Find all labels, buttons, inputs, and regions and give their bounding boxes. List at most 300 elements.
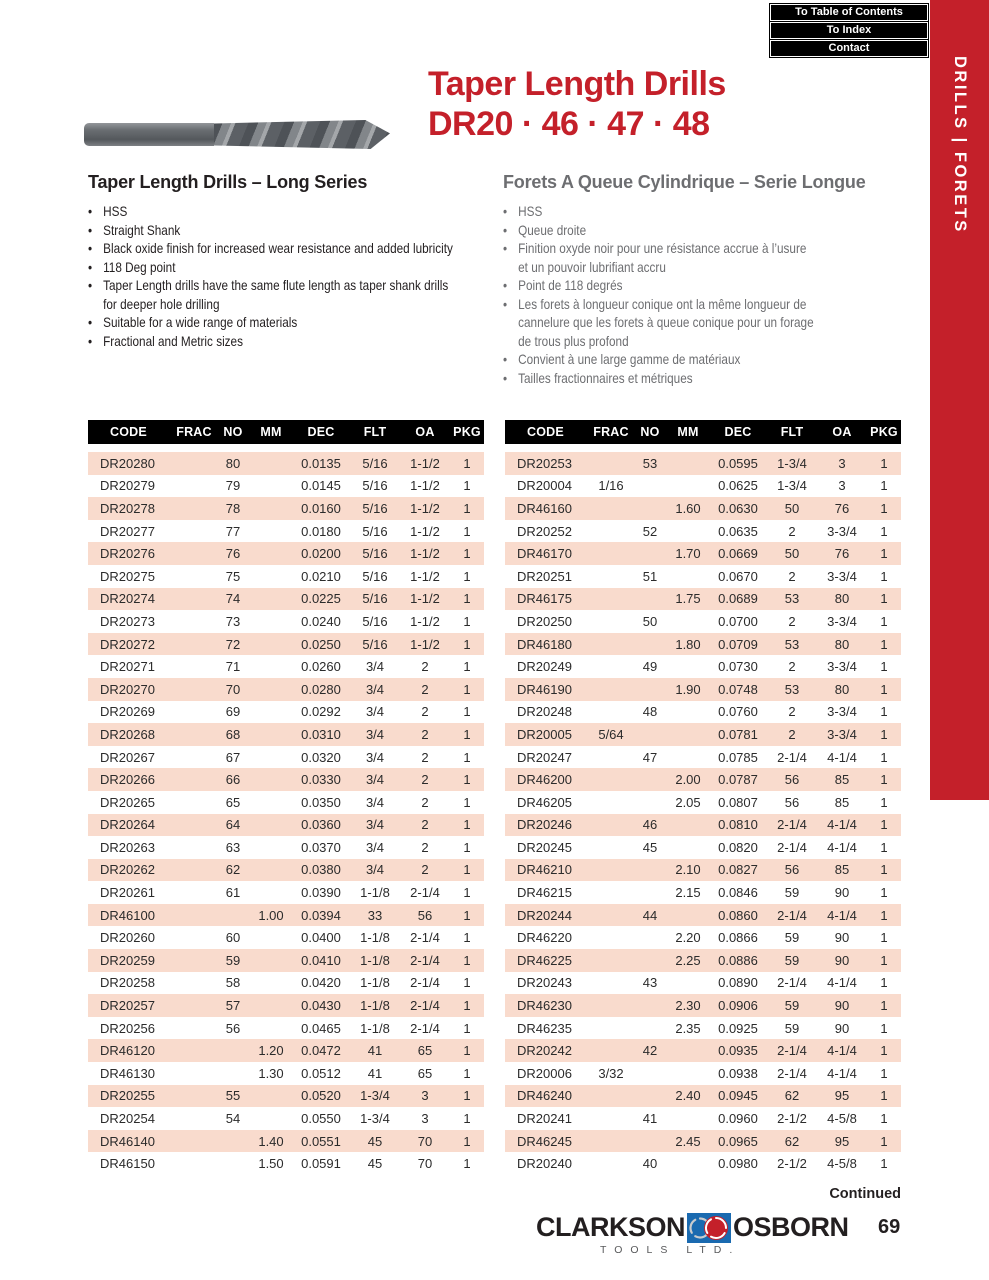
bullet-item — [88, 276, 501, 295]
table-cell: 1 — [880, 659, 888, 675]
table-row — [88, 520, 484, 543]
table-cell: 0.0240 — [301, 613, 341, 629]
table-cell: 1 — [880, 681, 888, 697]
bullet-dot: • — [503, 277, 508, 293]
table-row — [505, 746, 901, 769]
table-cell: 1-3/4 — [777, 478, 807, 494]
table-cell: 0.0360 — [301, 817, 341, 833]
table-cell: 42 — [642, 1043, 658, 1059]
table-cell: DR20258 — [100, 975, 155, 991]
table-cell: DR46200 — [517, 772, 572, 788]
table-cell: 0.0250 — [301, 636, 341, 652]
bullet-dot: • — [503, 221, 508, 238]
table-cell: 1 — [463, 839, 471, 855]
table-cell: 1 — [463, 591, 471, 607]
table-row — [505, 1152, 901, 1175]
bullet-text: 118 Deg point — [103, 258, 176, 275]
table-row — [505, 1039, 901, 1062]
table-cell: 76 — [225, 546, 241, 562]
table-row — [505, 859, 901, 882]
table-row — [505, 1130, 901, 1153]
table-cell: 65 — [417, 1065, 433, 1081]
table-row — [88, 610, 484, 633]
table-row — [88, 1130, 484, 1153]
table-cell: 1 — [463, 726, 471, 742]
table-cell: 2-1/4 — [777, 1065, 807, 1081]
table-cell: 3/4 — [365, 726, 385, 742]
table-cell: 5/16 — [362, 546, 388, 562]
bullet-item — [88, 258, 501, 277]
column-header-no: NO — [640, 425, 660, 439]
table-cell: 1-1/2 — [410, 478, 440, 494]
table-cell: 66 — [225, 772, 241, 788]
table-cell: 47 — [642, 749, 658, 765]
table-cell: 45 — [367, 1156, 383, 1172]
table-row — [88, 1085, 484, 1108]
table-cell: 1 — [880, 794, 888, 810]
page-title-line1: Taper Length Drills — [428, 65, 726, 103]
table-cell: 90 — [834, 998, 850, 1014]
nav-buttons — [770, 4, 928, 58]
table-cell: DR20263 — [100, 839, 155, 855]
table-cell: 56 — [784, 862, 800, 878]
table-cell: 59 — [225, 952, 241, 968]
table-cell: DR20278 — [100, 500, 155, 516]
column-header-flt: FLT — [363, 425, 387, 439]
table-row — [88, 994, 484, 1017]
table-cell: 0.0846 — [718, 885, 758, 901]
bullet-item — [503, 369, 916, 388]
table-row — [505, 1085, 901, 1108]
table-cell: 59 — [784, 952, 800, 968]
table-cell: 1 — [880, 1088, 888, 1104]
table-cell: 0.0669 — [718, 546, 758, 562]
table-cell: DR20275 — [100, 568, 155, 584]
table-row — [505, 926, 901, 949]
table-cell: 0.0472 — [301, 1043, 341, 1059]
table-row — [88, 791, 484, 814]
table-row — [505, 520, 901, 543]
table-cell: 1 — [463, 1020, 471, 1036]
table-cell: 2 — [788, 568, 796, 584]
table-cell: 0.0200 — [301, 546, 341, 562]
column-header-mm: MM — [260, 425, 282, 439]
table-cell: 90 — [834, 952, 850, 968]
table-cell: 67 — [225, 749, 241, 765]
table-cell: 3 — [838, 455, 846, 471]
table-cell: 1.70 — [675, 546, 701, 562]
contact-button[interactable]: Contact — [770, 40, 928, 57]
table-cell: 2.45 — [675, 1133, 701, 1149]
table-cell: DR20246 — [517, 817, 572, 833]
table-cell: 3/4 — [365, 772, 385, 788]
table-cell: DR20245 — [517, 839, 572, 855]
table-cell: 4-1/4 — [827, 975, 857, 991]
table-cell: DR46215 — [517, 885, 572, 901]
table-cell: 0.0400 — [301, 930, 341, 946]
column-header-flt: FLT — [780, 425, 804, 439]
features-french-list — [503, 202, 916, 387]
table-cell: 1 — [463, 772, 471, 788]
table-row — [88, 814, 484, 837]
bullet-item — [503, 295, 916, 314]
column-header-pkg: PKG — [870, 425, 898, 439]
table-cell: DR20251 — [517, 568, 572, 584]
table-cell: 3/4 — [365, 704, 385, 720]
table-row — [88, 926, 484, 949]
bullet-item — [503, 239, 916, 258]
bullet-text: Tailles fractionnaires et métriques — [518, 369, 693, 386]
table-cell: DR46240 — [517, 1088, 572, 1104]
table-cell: 1 — [463, 613, 471, 629]
table-cell: 40 — [642, 1156, 658, 1172]
table-cell: 2 — [788, 704, 796, 720]
table-cell: DR46140 — [100, 1133, 155, 1149]
bullet-dot: • — [503, 203, 508, 219]
bullet-item-continuation — [503, 313, 916, 332]
table-cell: DR20248 — [517, 704, 572, 720]
table-cell: 2-1/4 — [777, 1043, 807, 1059]
table-cell: 41 — [367, 1065, 383, 1081]
table-cell: 2.20 — [675, 930, 701, 946]
table-cell: 65 — [225, 794, 241, 810]
table-cell: 3/4 — [365, 681, 385, 697]
table-cell: 1 — [463, 1088, 471, 1104]
to-table-of-contents-button[interactable]: To Table of Contents — [770, 4, 928, 21]
table-cell: 0.0866 — [718, 930, 758, 946]
table-cell: DR20256 — [100, 1020, 155, 1036]
table-cell: DR20260 — [100, 930, 155, 946]
table-cell: 0.0135 — [301, 455, 341, 471]
table-cell: 73 — [225, 613, 241, 629]
table-cell: 3/4 — [365, 794, 385, 810]
table-cell: 2 — [421, 726, 429, 742]
continued-label: Continued — [829, 1186, 901, 1202]
table-cell: DR20243 — [517, 975, 572, 991]
table-cell: 1 — [880, 862, 888, 878]
table-cell: 75 — [225, 568, 241, 584]
table-cell: 0.0225 — [301, 591, 341, 607]
table-cell: 0.0551 — [301, 1133, 341, 1149]
table-cell: 0.0320 — [301, 749, 341, 765]
table-cell: 1 — [463, 1111, 471, 1127]
brand-subtitle: TOOLS LTD. — [600, 1244, 741, 1256]
table-row — [88, 565, 484, 588]
table-cell: 4-5/8 — [827, 1111, 857, 1127]
table-cell: 0.0595 — [718, 455, 758, 471]
table-cell: 3-3/4 — [827, 704, 857, 720]
table-cell: 1-1/8 — [360, 885, 390, 901]
table-cell: 1 — [880, 523, 888, 539]
pinwheel-logo-icon — [687, 1213, 731, 1243]
table-cell: 5/16 — [362, 455, 388, 471]
table-cell: 60 — [225, 930, 241, 946]
table-cell: 80 — [834, 681, 850, 697]
table-cell: 79 — [225, 478, 241, 494]
bullet-item — [88, 221, 501, 240]
table-cell: 1 — [880, 1043, 888, 1059]
table-cell: 0.0420 — [301, 975, 341, 991]
table-cell: 56 — [784, 772, 800, 788]
table-cell: 1 — [463, 478, 471, 494]
table-header-gap — [88, 444, 484, 452]
table-cell: 2.15 — [675, 885, 701, 901]
bullet-dot: • — [503, 369, 508, 386]
table-cell: 2.10 — [675, 862, 701, 878]
column-header-pkg: PKG — [453, 425, 481, 439]
table-cell: DR20269 — [100, 704, 155, 720]
bullet-text: Black oxide finish for increased wear resistance and added lubricity — [103, 240, 453, 256]
table-cell: 2-1/4 — [410, 885, 440, 901]
table-row — [505, 972, 901, 995]
table-row — [505, 542, 901, 565]
table-cell: 1 — [880, 568, 888, 584]
product-table-right — [505, 420, 901, 1175]
table-cell: 1-1/8 — [360, 998, 390, 1014]
table-cell: 1.60 — [675, 500, 701, 516]
table-cell: 1 — [463, 998, 471, 1014]
table-cell: DR20262 — [100, 862, 155, 878]
table-row — [505, 836, 901, 859]
bullet-text: Suitable for a wide range of materials — [103, 314, 298, 330]
table-cell: 1-1/2 — [410, 546, 440, 562]
section-tab — [930, 0, 989, 800]
features-french — [503, 171, 913, 387]
table-cell: DR46130 — [100, 1065, 155, 1081]
table-row — [88, 723, 484, 746]
table-cell: 3/32 — [598, 1065, 624, 1081]
table-cell: 95 — [834, 1088, 850, 1104]
table-cell: 1-1/2 — [410, 500, 440, 516]
table-cell: 0.0591 — [301, 1156, 341, 1172]
table-cell: 1 — [880, 839, 888, 855]
table-cell: 3 — [421, 1111, 429, 1127]
bullet-item — [88, 332, 501, 351]
table-cell: DR20272 — [100, 636, 155, 652]
table-cell: 1/16 — [598, 478, 624, 494]
bullet-dot — [88, 295, 103, 314]
table-cell: 4-1/4 — [827, 907, 857, 923]
table-cell: 59 — [784, 1020, 800, 1036]
table-cell: 1-1/2 — [410, 568, 440, 584]
table-cell: 2-1/4 — [777, 839, 807, 855]
table-cell: 62 — [225, 862, 241, 878]
table-cell: 0.0785 — [718, 749, 758, 765]
table-cell: DR46170 — [517, 546, 572, 562]
table-cell: 0.0465 — [301, 1020, 341, 1036]
table-cell: DR20252 — [517, 523, 572, 539]
table-cell: 0.0330 — [301, 772, 341, 788]
table-cell: 1.30 — [258, 1065, 284, 1081]
table-cell: 1 — [880, 975, 888, 991]
table-cell: 4-1/4 — [827, 817, 857, 833]
table-cell: 3/4 — [365, 862, 385, 878]
table-cell: 2-1/4 — [777, 975, 807, 991]
table-row — [505, 814, 901, 837]
table-cell: 1-1/8 — [360, 1020, 390, 1036]
table-cell: 1 — [880, 885, 888, 901]
table-cell: 1 — [463, 704, 471, 720]
table-cell: 2-1/4 — [410, 1020, 440, 1036]
column-header-dec: DEC — [307, 425, 335, 439]
table-cell: 1 — [880, 817, 888, 833]
table-cell: DR20273 — [100, 613, 155, 629]
column-header-mm: MM — [677, 425, 699, 439]
table-cell: 3-3/4 — [827, 726, 857, 742]
table-cell: 1 — [463, 930, 471, 946]
table-cell: 1 — [463, 1065, 471, 1081]
table-cell: 59 — [784, 930, 800, 946]
table-cell: 2-1/4 — [777, 749, 807, 765]
table-cell: 0.0860 — [718, 907, 758, 923]
table-cell: 1 — [880, 907, 888, 923]
table-row — [505, 452, 901, 475]
bullet-text: Point de 118 degrés — [518, 277, 623, 293]
column-header-frac: FRAC — [593, 425, 629, 439]
table-row — [505, 475, 901, 498]
table-cell: 2.40 — [675, 1088, 701, 1104]
table-cell: 1-1/2 — [410, 523, 440, 539]
table-cell: 1 — [880, 478, 888, 494]
table-cell: 4-1/4 — [827, 1043, 857, 1059]
table-cell: 4-1/4 — [827, 749, 857, 765]
table-cell: 2-1/4 — [777, 817, 807, 833]
table-cell: 1 — [880, 772, 888, 788]
table-cell: 2.25 — [675, 952, 701, 968]
table-cell: DR46150 — [100, 1156, 155, 1172]
table-cell: 1-1/2 — [410, 455, 440, 471]
bullet-text: Finition oxyde noir pour une résistance accrue à l’usure — [518, 240, 807, 256]
table-cell: 0.0980 — [718, 1156, 758, 1172]
table-cell: 0.0925 — [718, 1020, 758, 1036]
bullet-dot — [503, 258, 518, 277]
bullet-text: Convient à une large gamme de matériaux — [518, 351, 741, 367]
table-cell: 1 — [880, 636, 888, 652]
table-cell: 53 — [642, 455, 658, 471]
table-cell: 1 — [463, 523, 471, 539]
table-cell: 50 — [784, 546, 800, 562]
table-cell: 80 — [834, 636, 850, 652]
table-cell: 74 — [225, 591, 241, 607]
bullet-text: HSS — [518, 203, 543, 219]
table-cell: 1-3/4 — [360, 1111, 390, 1127]
column-header-no: NO — [223, 425, 243, 439]
table-cell: 5/16 — [362, 523, 388, 539]
table-row — [88, 949, 484, 972]
table-row — [88, 881, 484, 904]
table-cell: 1-1/2 — [410, 636, 440, 652]
table-cell: 1 — [880, 546, 888, 562]
table-row — [88, 904, 484, 927]
table-cell: 51 — [642, 568, 658, 584]
brand-clarkson: CLARKSON — [536, 1212, 685, 1242]
table-cell: 2.35 — [675, 1020, 701, 1036]
bullet-dot: • — [503, 295, 508, 312]
bullet-dot: • — [88, 221, 93, 238]
table-cell: 2 — [788, 659, 796, 675]
table-cell: DR20250 — [517, 613, 572, 629]
table-cell: 1.00 — [258, 907, 284, 923]
table-cell: 0.0689 — [718, 591, 758, 607]
table-cell: 0.0960 — [718, 1111, 758, 1127]
table-cell: 53 — [784, 591, 800, 607]
table-cell: 1 — [463, 952, 471, 968]
table-cell: 1 — [463, 817, 471, 833]
table-cell: DR20257 — [100, 998, 155, 1014]
table-cell: 1 — [463, 500, 471, 516]
table-cell: 1 — [880, 998, 888, 1014]
table-cell: DR46180 — [517, 636, 572, 652]
table-row — [505, 610, 901, 633]
table-cell: 2-1/2 — [777, 1111, 807, 1127]
table-cell: 1 — [880, 1156, 888, 1172]
features-english — [88, 171, 498, 350]
table-row — [505, 497, 901, 520]
table-row — [88, 497, 484, 520]
table-cell: 0.0394 — [301, 907, 341, 923]
table-cell: 1 — [463, 1133, 471, 1149]
table-cell: DR46160 — [517, 500, 572, 516]
table-cell: 0.0827 — [718, 862, 758, 878]
table-cell: 1 — [463, 885, 471, 901]
table-cell: 0.0292 — [301, 704, 341, 720]
table-row — [88, 836, 484, 859]
table-cell: 2.30 — [675, 998, 701, 1014]
table-cell: 78 — [225, 500, 241, 516]
table-cell: 0.0210 — [301, 568, 341, 584]
table-cell: 3 — [838, 478, 846, 494]
bullet-text: Straight Shank — [103, 221, 181, 238]
table-cell: 1 — [880, 1133, 888, 1149]
table-cell: 1 — [463, 862, 471, 878]
table-cell: 56 — [784, 794, 800, 810]
table-cell: 1 — [463, 794, 471, 810]
table-cell: 1 — [880, 726, 888, 742]
table-cell: 1 — [880, 704, 888, 720]
to-index-button[interactable]: To Index — [770, 22, 928, 39]
table-cell: 0.0886 — [718, 952, 758, 968]
table-cell: 2.05 — [675, 794, 701, 810]
drill-flutes — [214, 120, 390, 149]
table-cell: 68 — [225, 726, 241, 742]
table-row — [505, 1017, 901, 1040]
table-cell: 70 — [417, 1133, 433, 1149]
table-cell: 41 — [367, 1043, 383, 1059]
table-cell: DR20253 — [517, 455, 572, 471]
table-cell: 90 — [834, 1020, 850, 1036]
bullet-item — [88, 313, 501, 332]
bullet-text: cannelure que les forets à queue conique pour un forage — [518, 314, 814, 330]
bullet-dot — [503, 332, 518, 351]
table-cell: 1-1/2 — [410, 591, 440, 607]
bullet-dot: • — [88, 203, 93, 219]
table-cell: DR46120 — [100, 1043, 155, 1059]
table-row — [88, 452, 484, 475]
table-cell: 1-1/2 — [410, 613, 440, 629]
table-cell: 3/4 — [365, 817, 385, 833]
table-cell: 95 — [834, 1133, 850, 1149]
table-cell: 0.0370 — [301, 839, 341, 855]
table-cell: DR20242 — [517, 1043, 572, 1059]
table-cell: 55 — [225, 1088, 241, 1104]
table-cell: 2 — [421, 794, 429, 810]
table-cell: DR20240 — [517, 1156, 572, 1172]
table-cell: 1 — [880, 952, 888, 968]
table-cell: DR46210 — [517, 862, 572, 878]
page-title-line2: DR20 · 46 · 47 · 48 — [428, 105, 710, 143]
table-cell: 0.0760 — [718, 704, 758, 720]
table-cell: 1.40 — [258, 1133, 284, 1149]
